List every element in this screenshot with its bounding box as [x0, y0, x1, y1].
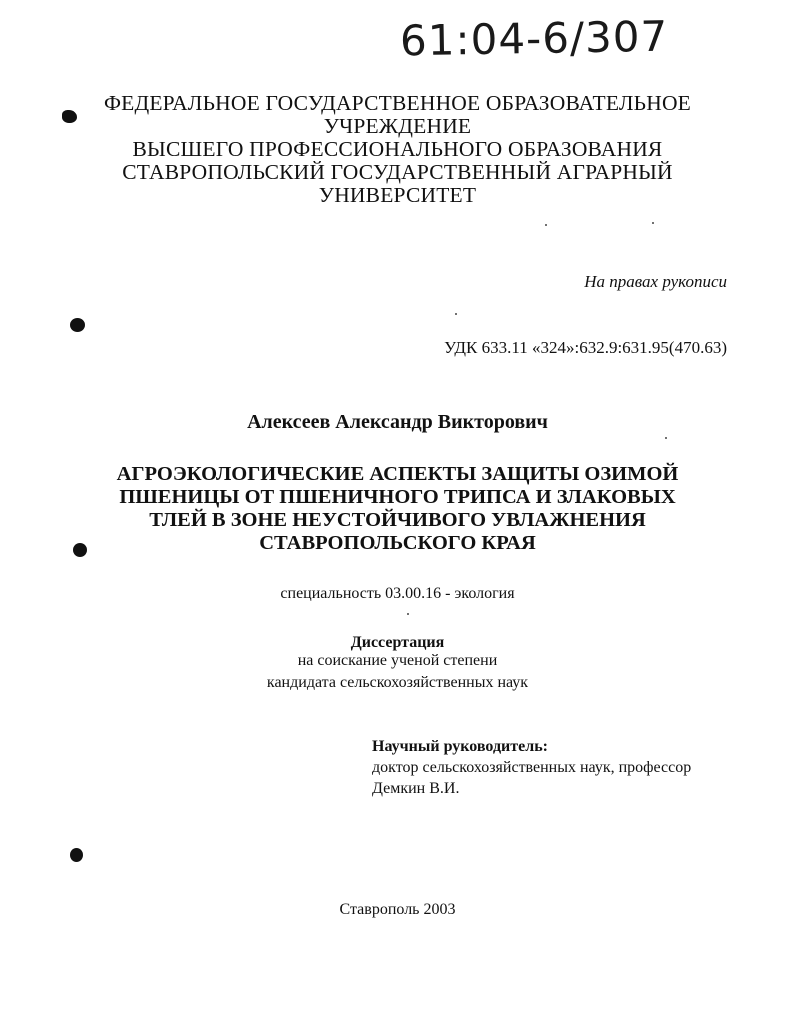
title-line: СТАВРОПОЛЬСКОГО КРАЯ — [259, 532, 536, 554]
title-line: ПШЕНИЦЫ ОТ ПШЕНИЧНОГО ТРИПСА И ЗЛАКОВЫХ — [119, 486, 676, 508]
advisor-block — [372, 736, 691, 799]
institution-line: ВЫСШЕГО ПРОФЕССИОНАЛЬНОГО ОБРАЗОВАНИЯ — [132, 137, 663, 161]
institution-line: СТАВРОПОЛЬСКИЙ ГОСУДАРСТВЕННЫЙ АГРАРНЫЙ — [122, 160, 673, 184]
degree-line-1: на соискание ученой степени — [297, 652, 498, 669]
author-name: Алексеев Александр Викторович — [247, 411, 548, 433]
title-line: ТЛЕЙ В ЗОНЕ НЕУСТОЙЧИВОГО УВЛАЖНЕНИЯ — [149, 509, 646, 531]
scan-speck — [652, 222, 654, 224]
specialty-line: специальность 03.00.16 - экология — [280, 585, 515, 602]
scan-speck — [455, 313, 457, 315]
archive-stamp: 61:04-6/307 — [399, 11, 669, 66]
title-line: АГРОЭКОЛОГИЧЕСКИЕ АСПЕКТЫ ЗАЩИТЫ ОЗИМОЙ — [116, 463, 679, 485]
advisor-name: Демкин В.И. — [372, 780, 460, 797]
dissertation-label: Диссертация — [350, 634, 445, 651]
advisor-degree: доктор сельскохозяйственных наук, профессор — [372, 759, 692, 776]
institution-header — [0, 92, 795, 207]
institution-line: ФЕДЕРАЛЬНОЕ ГОСУДАРСТВЕННОЕ ОБРАЗОВАТЕЛЬНОЕ — [103, 91, 692, 115]
binder-hole-mark — [70, 318, 85, 332]
institution-line: УНИВЕРСИТЕТ — [318, 183, 477, 207]
city-year: Ставрополь 2003 — [339, 901, 456, 918]
dissertation-title — [0, 463, 795, 555]
degree-line-2: кандидата сельскохозяйственных наук — [266, 674, 529, 691]
institution-line: УЧРЕЖДЕНИЕ — [323, 114, 472, 138]
binder-hole-mark — [70, 848, 83, 862]
scan-speck — [407, 613, 409, 615]
scan-speck — [665, 437, 667, 439]
manuscript-rights-note: На правах рукописи — [584, 272, 727, 291]
advisor-label: Научный руководитель: — [372, 738, 548, 755]
scan-speck — [545, 224, 547, 226]
udk-code: УДК 633.11 «324»:632.9:631.95(470.63) — [444, 338, 727, 357]
